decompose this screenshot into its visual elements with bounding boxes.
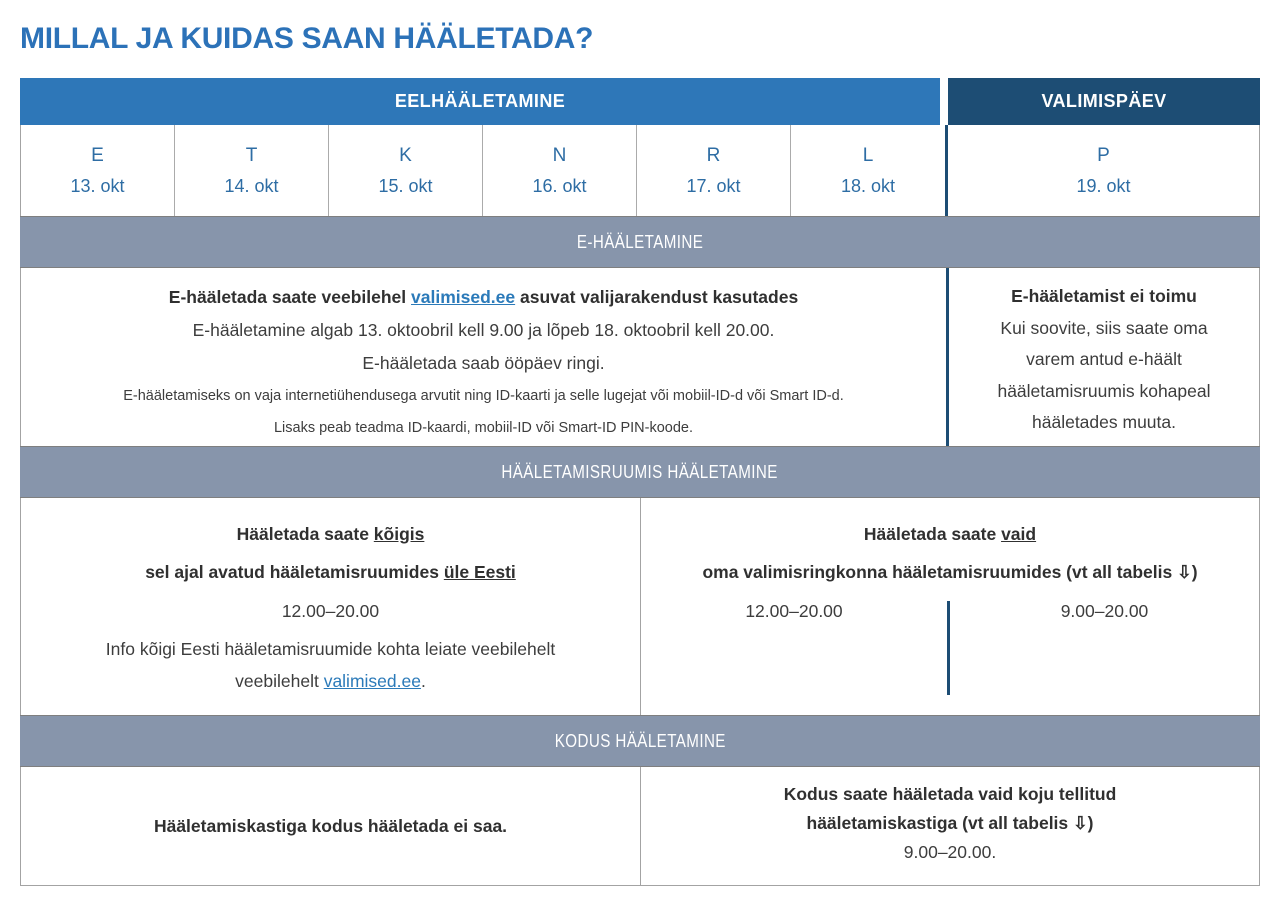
rooms-advance-cell <box>21 498 641 715</box>
rooms-left-line-2-underlined: üle Eesti <box>443 562 516 582</box>
day-letter: E <box>91 145 104 166</box>
day-letter: L <box>862 145 874 166</box>
rooms-left-info <box>21 633 640 697</box>
evoting-main-cell <box>21 268 946 446</box>
section-band-rooms <box>20 446 1260 498</box>
home-right-hours: 9.00–20.00. <box>903 842 997 862</box>
home-right-line-1: Kodus saate hääletada vaid koju tellitud <box>783 784 1117 804</box>
evoting-line-1 <box>21 281 946 314</box>
day-cell-tuesday <box>175 125 329 216</box>
voting-schedule-table <box>20 78 1260 886</box>
valimised-link-evoting[interactable]: valimised.ee <box>411 287 516 307</box>
rooms-left-line-1 <box>21 515 640 553</box>
rooms-left-info-pre: Info kõigi Eesti hääletamisruumide kohta leiate veebilehelt <box>105 639 556 659</box>
section-band-rooms-label: HÄÄLETAMISRUUMIS HÄÄLETAMINE <box>501 461 779 482</box>
evoting-line-1-post: asuvat valijarakendust kasutades <box>515 287 799 307</box>
evoting-election-day-cell <box>949 268 1259 446</box>
day-date: 13. okt <box>70 176 125 196</box>
rooms-left-line-1-underlined: kõigis <box>373 524 425 544</box>
evoting-no-voting-line: hääletamisruumis kohapeal <box>997 380 1211 401</box>
day-date: 14. okt <box>224 176 279 196</box>
rooms-right-line-1 <box>641 515 1259 553</box>
day-letter: P <box>1097 145 1110 166</box>
section-band-home <box>20 715 1260 767</box>
evoting-no-voting-title: E-hääletamist ei toimu <box>1011 286 1197 306</box>
rooms-left-info-linewrap: veebilehelt <box>235 671 324 691</box>
rooms-left-info-post: . <box>420 671 426 691</box>
day-cell-thursday <box>483 125 637 216</box>
valimised-link-rooms[interactable]: valimised.ee <box>323 671 421 691</box>
day-date: 18. okt <box>840 176 896 196</box>
day-cell-monday <box>21 125 175 216</box>
rooms-left-hours: 12.00–20.00 <box>281 601 380 621</box>
evoting-line-1-pre: E-hääletada saate veebilehel <box>168 287 412 307</box>
day-letter: K <box>399 145 412 166</box>
rooms-left-line-2 <box>21 553 640 591</box>
rooms-restricted-cell <box>641 498 1259 715</box>
day-letter: N <box>552 145 567 166</box>
rooms-right-line-1-pre: Hääletada saate <box>863 524 1002 544</box>
home-no-voting-cell: Hääletamiskastiga kodus hääletada ei saa. <box>21 767 641 885</box>
evoting-no-voting-line: hääletades muuta. <box>1032 412 1176 432</box>
advance-voting-header: EELHÄÄLETAMINE <box>20 78 940 125</box>
rooms-left-line-2-pre: sel ajal avatud hääletamisruumides <box>145 562 444 582</box>
day-cell-saturday <box>791 125 945 216</box>
day-letter: R <box>706 145 721 166</box>
rooms-advance-hours: 12.00–20.00 <box>745 601 843 621</box>
evoting-line-5: Lisaks peab teadma ID-kaardi, mobiil-ID või Smart-ID PIN-koode. <box>273 420 694 436</box>
header-gap <box>940 78 948 125</box>
section-band-evoting-label: E-HÄÄLETAMINE <box>576 231 704 252</box>
rooms-row <box>20 498 1260 715</box>
election-day-header: VALIMISPÄEV <box>948 78 1260 125</box>
home-ballot-box-cell <box>641 767 1259 885</box>
day-date: 16. okt <box>532 176 587 196</box>
day-date: 19. okt <box>1076 176 1131 196</box>
evoting-line-4: E-hääletamiseks on vaja internetiühendusega arvutit ning ID-kaarti ja selle lugejat või mobiil-ID-d või Smart ID-d. <box>123 388 844 404</box>
rooms-right-line-2: oma valimisringkonna hääletamisruumides (vt all tabelis ⇩) <box>702 562 1198 582</box>
day-letter: T <box>245 145 258 166</box>
day-date: 15. okt <box>378 176 433 196</box>
section-band-home-label: KODUS HÄÄLETAMINE <box>554 730 726 751</box>
day-cell-friday <box>637 125 791 216</box>
section-band-evoting <box>20 216 1260 268</box>
evoting-row <box>20 268 1260 446</box>
evoting-no-voting-line: Kui soovite, siis saate oma <box>1000 317 1208 338</box>
rooms-election-day-hours: 9.00–20.00 <box>1060 601 1149 621</box>
rooms-left-line-1-pre: Hääletada saate <box>236 524 374 544</box>
page-title: MILLAL JA KUIDAS SAAN HÄÄLETADA? <box>20 22 594 55</box>
home-row <box>20 767 1260 886</box>
evoting-no-voting-line: varem antud e-häält <box>1026 349 1182 369</box>
evoting-line-3: E-hääletada saab ööpäev ringi. <box>362 353 605 373</box>
evoting-line-2: E-hääletamine algab 13. oktoobril kell 9.00 ja lõpeb 18. oktoobril kell 20.00. <box>192 320 775 340</box>
table-header-row <box>20 78 1260 125</box>
home-right-line-2: hääletamiskastiga (vt all tabelis ⇩) <box>806 813 1094 833</box>
rooms-right-line-1-underlined: vaid <box>1001 524 1037 544</box>
days-row <box>20 125 1260 216</box>
day-cell-wednesday <box>329 125 483 216</box>
day-date: 17. okt <box>686 176 741 196</box>
rooms-right-times <box>641 601 1259 695</box>
day-cell-sunday <box>948 125 1259 216</box>
